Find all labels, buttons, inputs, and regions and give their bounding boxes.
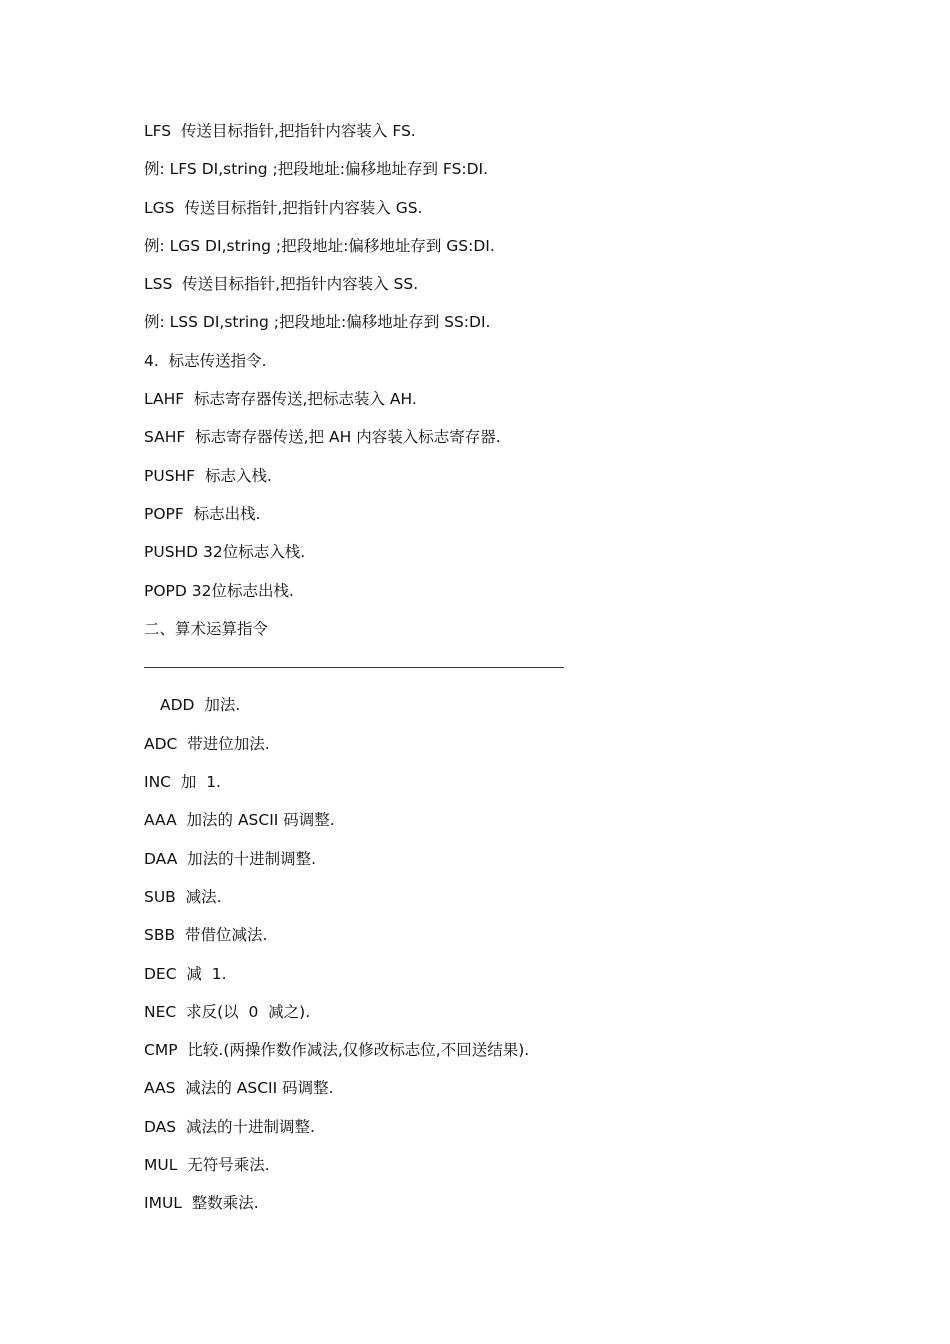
text-line: DAA 加法的十进制调整.: [144, 849, 317, 868]
text-line: NEC 求反(以 0 减之).: [144, 1002, 311, 1021]
text-line: 例: LSS DI,string ;把段地址:偏移地址存到 SS:DI.: [144, 313, 491, 332]
section-heading: 二、算术运算指令: [144, 619, 269, 638]
text-line: AAS 减法的 ASCII 码调整.: [144, 1079, 334, 1098]
text-line: CMP 比较.(两操作数作减法,仅修改标志位,不回送结果).: [144, 1041, 530, 1060]
rule-line: [144, 667, 564, 668]
document-body: [144, 114, 864, 1225]
text-line: SUB 减法.: [144, 887, 222, 906]
text-line: 例: LFS DI,string ;把段地址:偏移地址存到 FS:DI.: [144, 160, 489, 179]
text-line: DEC 减 1.: [144, 964, 227, 983]
text-line: DAS 减法的十进制调整.: [144, 1117, 315, 1136]
text-line: SAHF 标志寄存器传送,把 AH 内容装入标志寄存器.: [144, 428, 501, 447]
horizontal-rule: [144, 650, 864, 688]
text-line: ADC 带进位加法.: [144, 734, 270, 753]
text-line: INC 加 1.: [144, 773, 221, 792]
text-line: LSS 传送目标指针,把指针内容装入 SS.: [144, 275, 419, 294]
section-heading: 4. 标志传送指令.: [144, 351, 267, 370]
text-line: ADD 加法.: [160, 696, 241, 715]
text-line: PUSHD 32位标志入栈.: [144, 543, 306, 562]
text-line: AAA 加法的 ASCII 码调整.: [144, 811, 335, 830]
text-line: LAHF 标志寄存器传送,把标志装入 AH.: [144, 390, 417, 409]
text-line: IMUL 整数乘法.: [144, 1194, 259, 1213]
text-line: MUL 无符号乘法.: [144, 1156, 270, 1175]
text-line: 例: LGS DI,string ;把段地址:偏移地址存到 GS:DI.: [144, 236, 495, 255]
text-line: PUSHF 标志入栈.: [144, 466, 272, 485]
text-line: LGS 传送目标指针,把指针内容装入 GS.: [144, 198, 423, 217]
text-line: POPF 标志出栈.: [144, 504, 261, 523]
text-line: POPD 32位标志出栈.: [144, 581, 294, 600]
text-line: SBB 带借位减法.: [144, 926, 268, 945]
text-line: LFS 传送目标指针,把指针内容装入 FS.: [144, 122, 416, 140]
